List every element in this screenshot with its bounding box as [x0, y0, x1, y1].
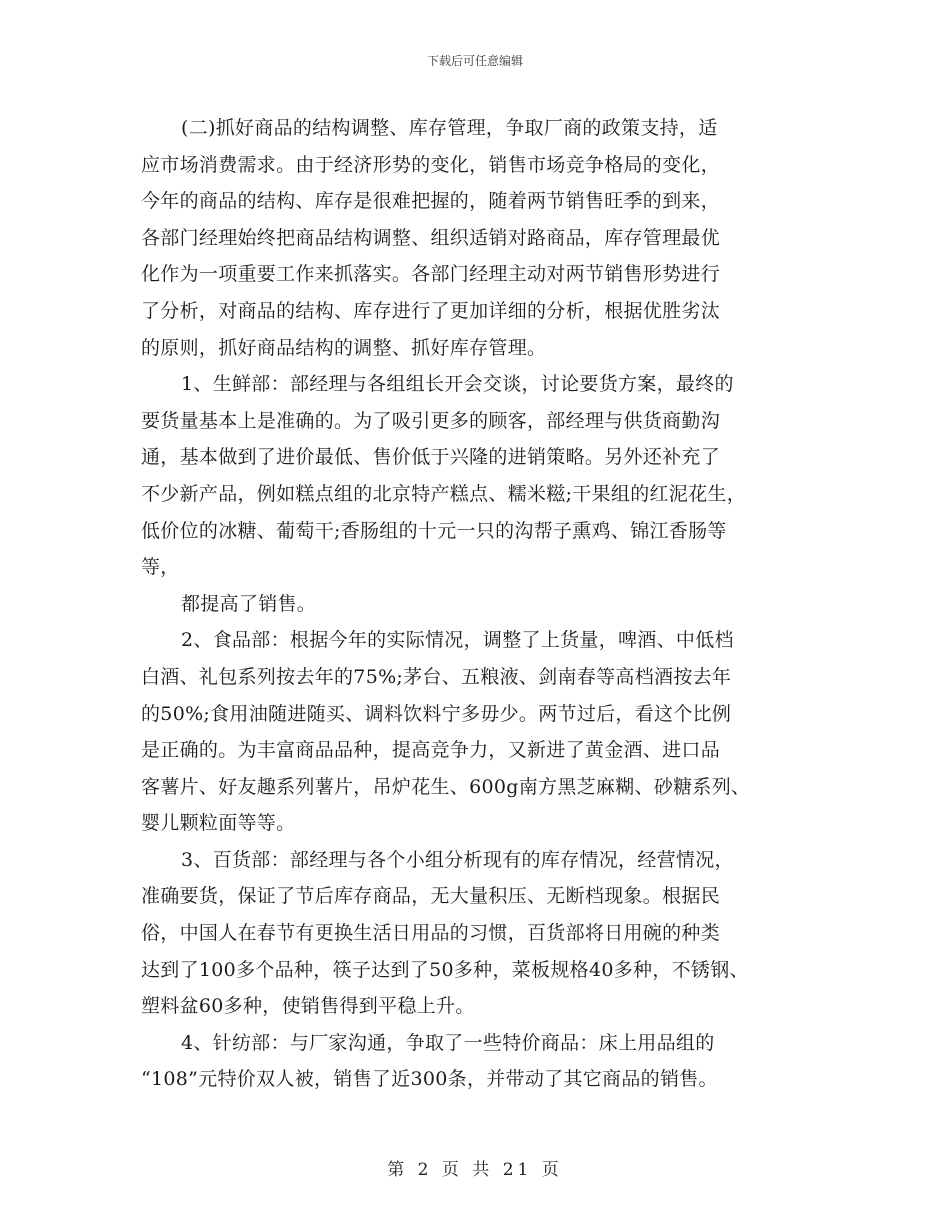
text-line: 的原则，抓好商品结构的调整、抓好库存管理。 — [141, 336, 547, 359]
text-line: 了分析，对商品的结构、库存进行了更加详细的分析，根据优胜劣汰 — [141, 299, 721, 322]
text-line: 4、针纺部：与厂家沟通，争取了一些特价商品：床上用品组的 — [181, 1031, 715, 1054]
page-header-note: 下载后可任意编辑 — [426, 54, 523, 68]
text-line: “108”元特价双人被，销售了近300条，并带动了其它商品的销售。 — [141, 1068, 718, 1091]
text-line: 都提高了销售。 — [181, 592, 317, 615]
text-line: 白酒、礼包系列按去年的75%;茅台、五粮液、剑南春等高档酒按去年 — [141, 665, 732, 688]
text-line: 2、食品部：根据今年的实际情况，调整了上货量，啤酒、中低档 — [181, 629, 734, 652]
page-number: 第 2 页 共 21 页 — [387, 1160, 563, 1180]
text-line: 1、生鲜部：部经理与各组组长开会交谈，讨论要货方案，最终的 — [181, 373, 734, 396]
text-line: 要货量基本上是准确的。为了吸引更多的顾客，部经理与供货商勤沟 — [141, 409, 721, 432]
text-line: 等， — [141, 556, 180, 579]
text-line: 准确要货，保证了节后库存商品，无大量积压、无断档现象。根据民 — [141, 885, 721, 908]
text-line: 达到了100多个品种，筷子达到了50多种，菜板规格40多种，不锈钢、 — [141, 958, 749, 981]
text-line: 婴儿颗粒面等等。 — [141, 812, 296, 835]
text-line: 不少新产品，例如糕点组的北京特产糕点、糯米糍;干果组的红泥花生， — [141, 482, 747, 505]
text-line: 通，基本做到了进价最低、售价低于兴隆的进销策略。另外还补充了 — [141, 446, 721, 469]
text-line: 化作为一项重要工作来抓落实。各部门经理主动对两节销售形势进行 — [141, 263, 721, 286]
text-line: 塑料盆60多种，使销售得到平稳上升。 — [141, 995, 475, 1018]
text-line: 各部门经理始终把商品结构调整、组织适销对路商品，库存管理最优 — [141, 226, 721, 249]
text-line: (二)抓好商品的结构调整、库存管理，争取厂商的政策支持，适 — [181, 117, 718, 139]
text-line: 今年的商品的结构、库存是很难把握的，随着两节销售旺季的到来， — [141, 190, 721, 213]
text-line: 3、百货部：部经理与各个小组分析现有的库存情况，经营情况， — [181, 848, 734, 871]
text-line: 客薯片、好友趣系列薯片，吊炉花生、600g南方黑芝麻糊、砂糖系列、 — [141, 775, 751, 798]
text-line: 是正确的。为丰富商品品种，提高竞争力，又新进了黄金酒、进口品 — [141, 739, 721, 762]
text-line: 俗，中国人在春节有更换生活日用品的习惯，百货部将日用碗的种类 — [141, 922, 721, 945]
document-body — [141, 110, 831, 1098]
text-line: 低价位的冰糖、葡萄干;香肠组的十元一只的沟帮子熏鸡、锦江香肠等 — [141, 519, 727, 542]
text-line: 应市场消费需求。由于经济形势的变化，销售市场竞争格局的变化， — [141, 153, 721, 176]
text-line: 的50%;食用油随进随买、调料饮料宁多毋少。两节过后，看这个比例 — [141, 702, 732, 725]
